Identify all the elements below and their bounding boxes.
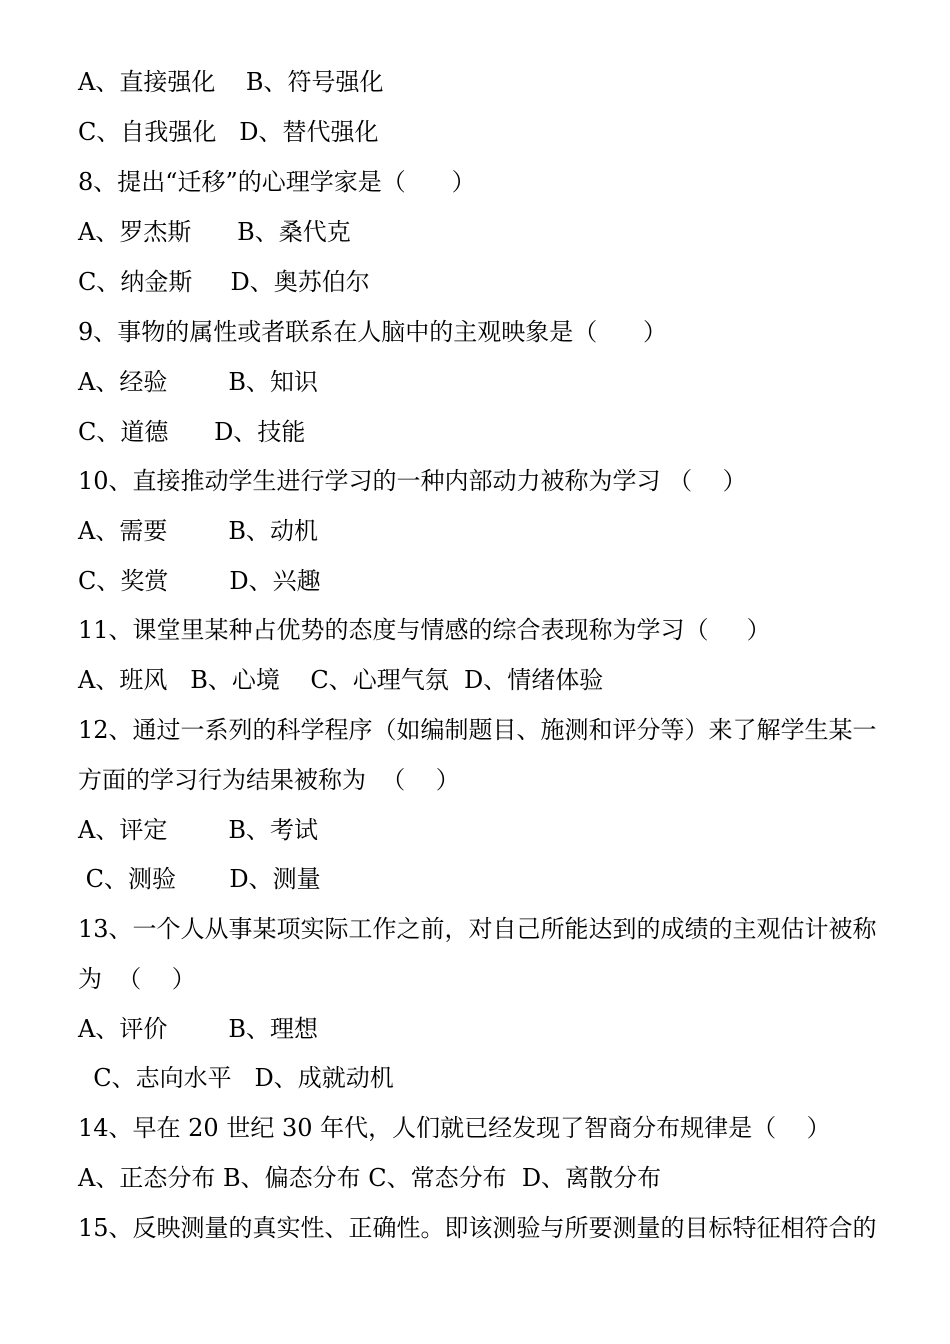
question-11: 11、课堂里某种占优势的态度与情感的综合表现称为学习（ ） [78, 616, 771, 644]
option-line-q12-ab: A、评定 B、考试 [78, 816, 318, 844]
option-line-q13-ab: A、评价 B、理想 [78, 1015, 318, 1043]
option-line-q9-cd: C、道德 D、技能 [78, 418, 306, 446]
question-10: 10、直接推动学生进行学习的一种内部动力被称为学习 （ ） [78, 467, 747, 495]
option-line-q13-cd: C、志向水平 D、成就动机 [78, 1064, 394, 1092]
option-line-q7-cd: C、自我强化 D、替代强化 [78, 118, 379, 146]
option-line-q7-ab: A、直接强化 B、符号强化 [78, 68, 384, 96]
question-13-part1: 13、一个人从事某项实际工作之前，对自己所能达到的成绩的主观估计被称 [78, 915, 877, 943]
question-13-part2: 为 （ ） [78, 965, 196, 993]
option-line-q8-cd: C、纳金斯 D、奥苏伯尔 [78, 268, 370, 296]
question-12-part2: 方面的学习行为结果被称为 （ ） [78, 766, 460, 794]
question-8: 8、提出“迁移”的心理学家是（ ） [78, 168, 476, 196]
option-line-q10-ab: A、需要 B、动机 [78, 517, 318, 545]
option-line-q9-ab: A、经验 B、知识 [78, 368, 318, 396]
option-line-q11: A、班风 B、心境 C、心理气氛 D、情绪体验 [78, 666, 604, 694]
option-line-q14: A、正态分布 B、偏态分布 C、常态分布 D、离散分布 [78, 1164, 662, 1192]
option-line-q10-cd: C、奖赏 D、兴趣 [78, 567, 321, 595]
question-14: 14、早在 20 世纪 30 年代，人们就已经发现了智商分布规律是（ ） [78, 1114, 831, 1142]
question-9: 9、事物的属性或者联系在人脑中的主观映象是（ ） [78, 318, 668, 346]
option-line-q8-ab: A、罗杰斯 B、桑代克 [78, 218, 351, 246]
question-15: 15、反映测量的真实性、正确性。即该测验与所要测量的目标特征相符合的 [78, 1214, 877, 1242]
question-12-part1: 12、通过一系列的科学程序（如编制题目、施测和评分等）来了解学生某一 [78, 716, 877, 744]
option-line-q12-cd: C、测验 D、测量 [78, 865, 321, 893]
